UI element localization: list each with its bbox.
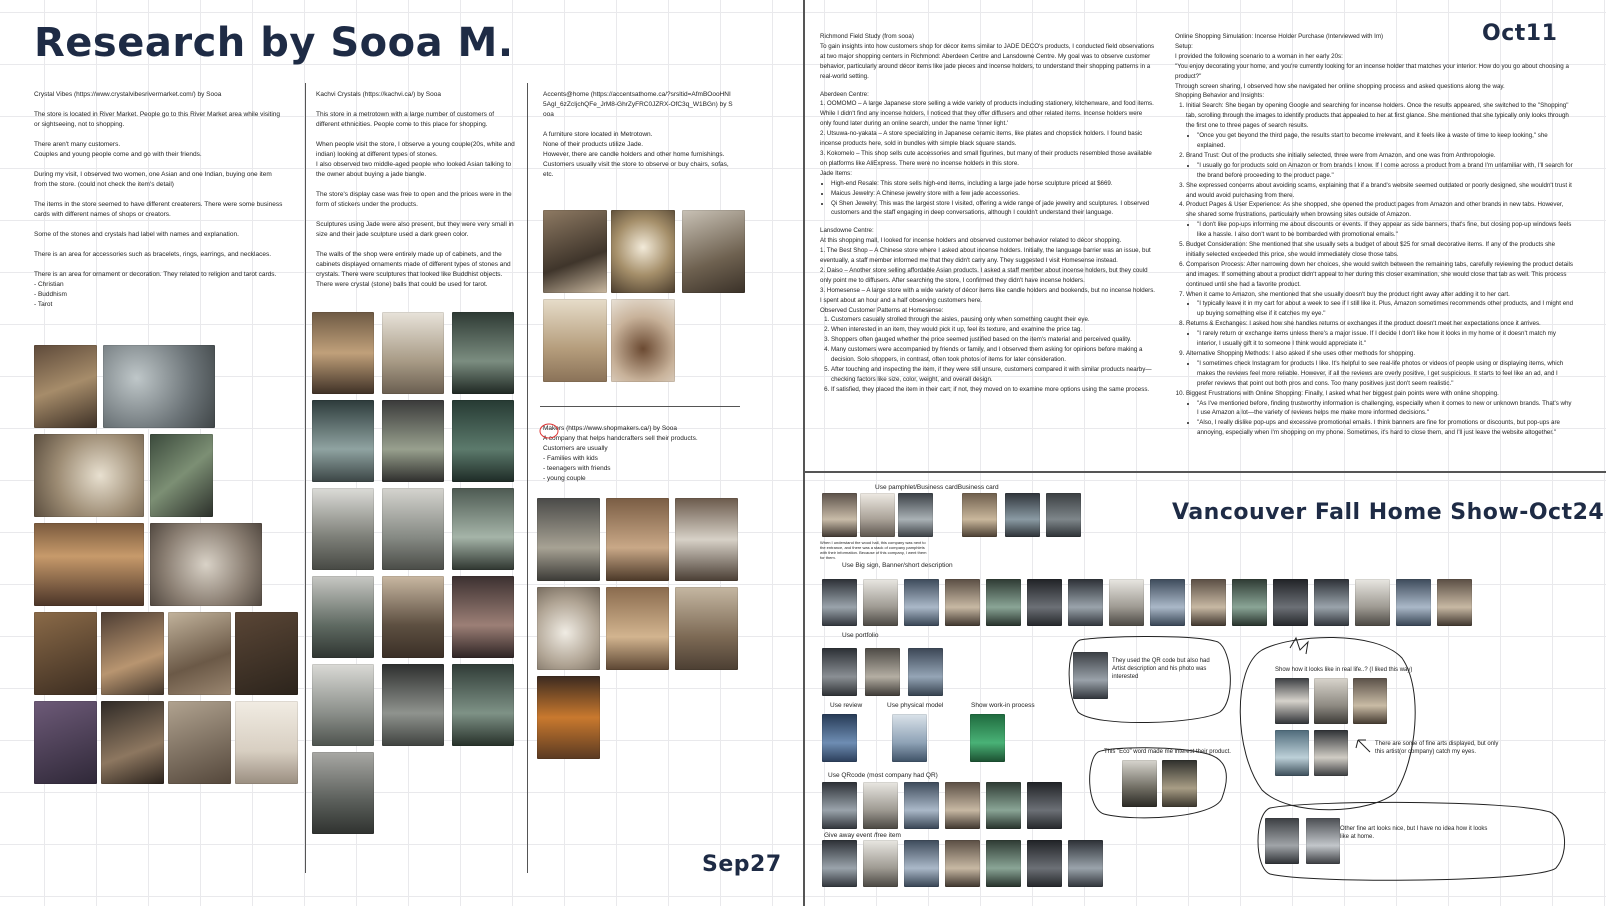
photo-give-away-1[interactable] bbox=[822, 840, 857, 887]
photo-other-art-1[interactable] bbox=[1265, 818, 1299, 864]
online-step-text: Budget Consideration: She mentioned that she usually sets a budget of about $25 for small decorative items. If any of the products she initially selected exceeded this price, she would immediately close those tabs. bbox=[1186, 241, 1556, 258]
photo-real-life-2[interactable] bbox=[1314, 678, 1348, 724]
online-step-text: Product Pages & User Experience: As she shopped, she opened the product pages from Amazon and other brands in new tabs. However, she shared some frustrations, particularly when browsing sites outside of Amazon. bbox=[1186, 201, 1564, 219]
photo-kachvi-11[interactable] bbox=[382, 576, 444, 658]
aberdeen-title: Aberdeen Centre: bbox=[820, 90, 869, 98]
label-qr-code: Use QRcode (most company had QR) bbox=[828, 772, 938, 779]
label-review: Use review bbox=[830, 702, 863, 709]
date-sep27: Sep27 bbox=[702, 852, 782, 877]
online-step-quote: • "Once you get beyond the third page, the results start to become irrelevant, and it feels like a waste of time to keep looking," she explained. bbox=[1197, 131, 1573, 151]
online-step bbox=[1186, 389, 1573, 439]
note-line: - Families with kids bbox=[543, 455, 598, 462]
photo-kachvi-13[interactable] bbox=[312, 664, 374, 746]
note-line: At this shopping mall, I looked for incense holders and observed customer behavior related to décor shopping. bbox=[820, 237, 1122, 245]
photo-tarot-3[interactable] bbox=[168, 701, 231, 784]
richmond-field-study bbox=[820, 32, 1155, 395]
note-line: 1. OOMOMO – A large Japanese store selling a wide variety of products including stationery, kitchenware, and food items. While I didn't find any incense holders, I noticed that they offer diffusers and other related items. Incense holders were only found later during an online search, under the name 'Inner light.' bbox=[820, 100, 1154, 128]
accents-header: Accents@home (https://accentsathome.ca/?srsltid=AfmBOooHNI5AgI_6zZcIjchQFe_JrM8-GhrZyFRC0JZRX-OfC3q_W1BGn) by Sooa bbox=[543, 91, 733, 118]
note-line: However, there are candle holders and other home furnishings. bbox=[543, 151, 725, 158]
photo-qr-code-1[interactable] bbox=[822, 782, 857, 829]
online-step-text: Biggest Frustrations with Online Shopping: Finally, I asked what her biggest pain points were with online shopping. bbox=[1186, 389, 1499, 397]
label-pamphlet: Use pamphlet/Business cardBusiness card bbox=[875, 484, 999, 491]
photo-kachvi-2[interactable] bbox=[382, 312, 444, 394]
photo-big-sign-2[interactable] bbox=[863, 579, 898, 626]
note-line: 3. Kokomelo – This shop sells cute accessories and small figurines, but many of their products resembled those available on platforms like AliExpress. There were no incense holders in this store. bbox=[820, 149, 1152, 167]
photo-accents-3[interactable] bbox=[682, 210, 745, 293]
photo-qr-artist[interactable] bbox=[1073, 652, 1108, 699]
online-step-text: She expressed concerns about avoiding scams, explaining that if a brand's website seemed outdated or poorly designed, she wouldn't trust it and would avoid purchasing from there. bbox=[1186, 181, 1572, 199]
crystal-vibes-header: Crystal Vibes (https://www.crystalvibesrivermarket.com/) by Sooa bbox=[34, 91, 222, 98]
photo-qr-code-5[interactable] bbox=[986, 782, 1021, 829]
makers-notes bbox=[543, 424, 733, 484]
photo-qr-code-4[interactable] bbox=[945, 782, 980, 829]
online-step bbox=[1186, 349, 1573, 389]
note-line: 1. The Best Shop – A Chinese store where I asked about incense holders. Initially, the language barrier was an issue, but eventually, a staff member informed me that they didn't carry any. They suggested I visit Homesense instead. bbox=[820, 247, 1151, 265]
note-line: I provided the following scenario to a woman in her early 20s: bbox=[1175, 52, 1343, 60]
photo-big-sign-15[interactable] bbox=[1396, 579, 1431, 626]
vancouver-title: Vancouver Fall Home Show-Oct24 bbox=[1172, 500, 1605, 525]
photo-kachvi-15[interactable] bbox=[452, 664, 514, 746]
photo-kachvi-1[interactable] bbox=[312, 312, 374, 394]
photo-physical-model[interactable] bbox=[892, 714, 927, 762]
note-line: None of their products utilize Jade. bbox=[543, 141, 644, 148]
photo-ornaments-4[interactable] bbox=[235, 612, 298, 695]
online-step bbox=[1186, 290, 1573, 320]
photo-makers-3[interactable] bbox=[675, 498, 738, 581]
pamphlet-note: When I understand the wood hall, this company was next to the entrance, and there was a stack of company pamphlets with their information. Because of this company, I went them for them. bbox=[820, 540, 927, 560]
photo-kachvi-12[interactable] bbox=[452, 576, 514, 658]
photo-real-life-5[interactable] bbox=[1314, 730, 1348, 776]
photo-real-life-4[interactable] bbox=[1275, 730, 1309, 776]
photo-accents-holder[interactable] bbox=[611, 299, 675, 382]
photo-big-sign-3[interactable] bbox=[904, 579, 939, 626]
accents-notes bbox=[543, 90, 733, 180]
note-line: Couples and young people come and go with their friends. bbox=[34, 151, 202, 158]
photo-portfolio-1[interactable] bbox=[822, 648, 857, 696]
online-step bbox=[1186, 319, 1573, 349]
photo-give-away-4[interactable] bbox=[945, 840, 980, 887]
photo-kachvi-7[interactable] bbox=[312, 488, 374, 570]
photo-qr-code-6[interactable] bbox=[1027, 782, 1062, 829]
note-line: - Buddhism bbox=[34, 291, 67, 298]
photo-makers-1[interactable] bbox=[537, 498, 600, 581]
note-line: Sculptures using Jade were also present, but they were very small in size and their jade sculpture used a dark green color. bbox=[316, 221, 514, 238]
photo-makers-2[interactable] bbox=[606, 498, 669, 581]
richmond-title: Richmond Field Study (from sooa) bbox=[820, 33, 914, 40]
kachvi-notes bbox=[316, 90, 516, 290]
note-line: 6. If satisfied, they placed the item in their cart; if not, they moved on to examine more options using the same process. bbox=[831, 385, 1155, 395]
photo-accents-arch[interactable] bbox=[543, 299, 607, 382]
online-step-quote: • "Also, I really dislike pop-ups and excessive promotional emails. I think banners are fine for promotions or discounts, but pop-ups are annoying, especially when I'm shopping on my phone. Sometimes, it's hard to close them, and I'll just leave the website altogether." bbox=[1197, 418, 1573, 438]
photo-qr-code-3[interactable] bbox=[904, 782, 939, 829]
note-line: - Christian bbox=[34, 281, 64, 288]
photo-crystal-vibes-sign[interactable] bbox=[235, 701, 298, 784]
online-step-text: Comparison Process: After narrowing down her choices, she would switch between the remaining tabs, carefully reviewing the product details and images. If something about a product didn't appeal to her during this closer examination, she would close that tab as well. This process continued until she had a favorite product. bbox=[1186, 260, 1573, 288]
online-step-text: Brand Trust: Out of the products she initially selected, three were from Amazon, and one was from Anthropologie. bbox=[1186, 151, 1496, 159]
richmond-intro: To gain insights into how customers shop for décor items similar to JADE DECO's products, I conducted field observations at two major shopping centers in Richmond: Aberdeen Centre and Lansdowne Centre. My goal was to observe customer behavior, particularly around décor items like jade pieces and incense holders, to understand their shopping patterns in a real-world setting. bbox=[820, 42, 1155, 80]
photo-give-away-7[interactable] bbox=[1068, 840, 1103, 887]
column-divider-2 bbox=[527, 83, 528, 873]
photo-big-sign-8[interactable] bbox=[1109, 579, 1144, 626]
date-oct11: Oct11 bbox=[1482, 21, 1558, 46]
note-line: A furniture store located in Metrotown. bbox=[543, 131, 653, 138]
photo-stone-bowls[interactable] bbox=[34, 434, 144, 517]
photo-kachvi-6[interactable] bbox=[452, 400, 514, 482]
column-divider-1 bbox=[305, 83, 306, 873]
note-real-life: Show how it looks like in real life..? (I liked this way) bbox=[1275, 667, 1413, 673]
photo-makers-5[interactable] bbox=[606, 587, 669, 670]
note-fine-art: There are some of fine arts displayed, but only this artist(or company) catch my eyes. bbox=[1375, 741, 1499, 755]
note-line: Customers are usually bbox=[543, 445, 608, 452]
note-qr-artist: They used the QR code but also had Artist description and his photo was interested bbox=[1112, 658, 1210, 680]
photo-portfolio-3[interactable] bbox=[908, 648, 943, 696]
photo-makers-7[interactable] bbox=[537, 676, 600, 759]
photo-give-away-2[interactable] bbox=[863, 840, 898, 887]
online-step-quote: • "I don't like pop-ups informing me about discounts or events. If they appear as side banners, that's fine, but closing pop-up windows feels like a hassle. I also don't want to be bombarded with promotional emails." bbox=[1197, 220, 1573, 240]
note-line: • Maicus Jewelry: A Chinese jewelry store with a few jade accessories. bbox=[831, 189, 1155, 199]
photo-makers-6[interactable] bbox=[675, 587, 738, 670]
note-line: 4. Many customers were accompanied by friends or family, and I observed them asking for opinions before making a decision. Solo shoppers, in contrast, often took photos of items for later consideration. bbox=[831, 345, 1155, 365]
photo-review[interactable] bbox=[822, 714, 857, 762]
photo-eco-2[interactable] bbox=[1162, 760, 1197, 807]
photo-big-sign-6[interactable] bbox=[1027, 579, 1062, 626]
online-shopping-simulation bbox=[1175, 32, 1573, 438]
online-step-quote: • "I usually go for products sold on Amazon or from brands I know. If I come across a product from a brand I'm unfamiliar with, I'll search for the brand before proceeding to the product page." bbox=[1197, 161, 1573, 181]
photo-big-sign-5[interactable] bbox=[986, 579, 1021, 626]
label-give-away: Give away event /free item bbox=[824, 832, 901, 839]
label-big-sign: Use Big sign, Banner/short description bbox=[842, 562, 953, 569]
photo-kachvi-8[interactable] bbox=[382, 488, 444, 570]
photo-big-sign-12[interactable] bbox=[1273, 579, 1308, 626]
label-portfolio: Use portfolio bbox=[842, 632, 879, 639]
note-line: - young couple bbox=[543, 475, 586, 482]
note-line: The store's display case was free to open and the prices were in the form of stickers under the products. bbox=[316, 191, 512, 208]
note-line: A company that helps handcrafters sell their products. bbox=[543, 435, 698, 442]
kachvi-header: Kachvi Crystals (https://kachvi.ca/) by Sooa bbox=[316, 91, 441, 98]
note-line: When people visit the store, I observe a young couple(20s, white and indian) looking at different types of stones. bbox=[316, 141, 515, 158]
photo-ornaments-1[interactable] bbox=[34, 612, 97, 695]
photo-eco-1[interactable] bbox=[1122, 760, 1157, 807]
photo-pamphlet-6[interactable] bbox=[1046, 493, 1081, 537]
photo-big-sign-14[interactable] bbox=[1355, 579, 1390, 626]
lansdowne-title: Lansdowne Centre: bbox=[820, 227, 874, 235]
note-line: During my visit, I observed two women, one Asian and one Indian, buying one item from the store. (could not check the item's detail) bbox=[34, 171, 272, 188]
jade-title: Jade Items: bbox=[820, 169, 852, 177]
photo-jewelry[interactable] bbox=[150, 523, 262, 606]
note-other-art: Other fine art looks nice, but I have no idea how it looks like at home. bbox=[1340, 826, 1488, 840]
photo-ornaments-3[interactable] bbox=[168, 612, 231, 695]
online-step bbox=[1186, 101, 1573, 151]
note-line: • High-end Resale: This store sells high-end items, including a large jade horse sculpture priced at $669. bbox=[831, 179, 1155, 189]
photo-kachvi-9[interactable] bbox=[452, 488, 514, 570]
note-line: "You enjoy decorating your home, and you're currently looking for an incense holder that matches your interior. How do you go about choosing a product?" bbox=[1175, 62, 1569, 80]
photo-makers-4[interactable] bbox=[537, 587, 600, 670]
photo-big-sign-16[interactable] bbox=[1437, 579, 1472, 626]
makers-header: Makers (https://www.shopmakers.ca/) by Sooa bbox=[543, 425, 678, 432]
note-line: There is an area for ornament or decoration. They related to religion and tarot cards. bbox=[34, 271, 277, 278]
photo-give-away-5[interactable] bbox=[986, 840, 1021, 887]
photo-big-sign-11[interactable] bbox=[1232, 579, 1267, 626]
photo-store-front[interactable] bbox=[34, 345, 97, 428]
photo-accents-candle[interactable] bbox=[611, 210, 675, 293]
online-step bbox=[1186, 200, 1573, 240]
photo-pamphlet-4[interactable] bbox=[962, 493, 997, 537]
photo-big-sign-4[interactable] bbox=[945, 579, 980, 626]
online-title: Online Shopping Simulation: Incense Holder Purchase (Interviewed with Im) bbox=[1175, 33, 1384, 40]
photo-pamphlet-1[interactable] bbox=[822, 493, 857, 537]
photo-other-art-2[interactable] bbox=[1306, 818, 1340, 864]
note-line: 2. When interested in an item, they would pick it up, feel its texture, and examine the price tag. bbox=[831, 325, 1155, 335]
setup-title: Setup: bbox=[1175, 42, 1193, 50]
photo-pamphlet-2[interactable] bbox=[860, 493, 895, 537]
online-step bbox=[1186, 151, 1573, 181]
label-work-in-process: Show work-in process bbox=[971, 702, 1035, 709]
photo-real-life-1[interactable] bbox=[1275, 678, 1309, 724]
photo-pamphlet-5[interactable] bbox=[1005, 493, 1040, 537]
photo-kachvi-14[interactable] bbox=[382, 664, 444, 746]
photo-tarot-2[interactable] bbox=[101, 701, 164, 784]
online-step-quote: • "I rarely return or exchange items unless there's a major issue. If I decide I don't like how it looks in my home or it doesn't match my interior, I usually gift it to someone I think would appreciate it." bbox=[1197, 329, 1573, 349]
online-step-quote: • "I typically leave it in my cart for about a week to see if I still like it. Plus, Amazon sometimes recommends other products, and I might end up buying something else if it catches my eye." bbox=[1197, 299, 1573, 319]
accents-makers-divider bbox=[540, 406, 740, 407]
online-step bbox=[1186, 240, 1573, 260]
note-line: The walls of the shop were entirely made up of cabinets, and the cabinets displayed ornaments made of different types of stones and crystals. There were sculptures that looked like Buddhist objects. There were crystal (stone) balls that could be used for tarot. bbox=[316, 251, 511, 288]
crystal-vibes-notes bbox=[34, 90, 284, 310]
photo-kachvi-4[interactable] bbox=[312, 400, 374, 482]
photo-crystal-table[interactable] bbox=[103, 345, 215, 428]
photo-big-sign-9[interactable] bbox=[1150, 579, 1185, 626]
online-steps-list bbox=[1175, 101, 1573, 438]
photo-stone-display[interactable] bbox=[150, 434, 213, 517]
patterns-title: Observed Customer Patterns at Homesense: bbox=[820, 306, 944, 314]
online-step-quote: • "As I've mentioned before, finding trustworthy information is challenging, especially when it comes to new or unknown brands. That's why I use Amazon a lot—the variety of reviews helps me make more informed decisions." bbox=[1197, 399, 1573, 419]
board-divider-horizontal bbox=[803, 471, 1606, 473]
photo-kachvi-5[interactable] bbox=[382, 400, 444, 482]
board-title: Research by Sooa M. bbox=[34, 20, 514, 66]
photo-shelves[interactable] bbox=[34, 523, 144, 606]
photo-real-life-3[interactable] bbox=[1353, 678, 1387, 724]
board-divider-vertical bbox=[803, 0, 805, 906]
note-line: - teenagers with friends bbox=[543, 465, 611, 472]
note-line: The store is located in River Market. People go to this River Market area while visiting or sightseeing, not to shopping. bbox=[34, 111, 281, 128]
photo-give-away-6[interactable] bbox=[1027, 840, 1062, 887]
photo-give-away-3[interactable] bbox=[904, 840, 939, 887]
note-line: Through screen sharing, I observed how she navigated her online shopping process and asked questions along the way. bbox=[1175, 82, 1505, 90]
note-line: 5. After touching and inspecting the item, if they were still unsure, customers compared it with similar products nearby—checking factors like size, color, weight, and overall design. bbox=[831, 365, 1155, 385]
behavior-title: Shopping Behavior and Insights: bbox=[1175, 92, 1265, 100]
online-step-text: Initial Search: She began by opening Google and searching for incense holders. Once the results appeared, she switched to the "Shopping" tab, scrolling through the images to identify products that appealed to her at first glance. She mentioned that she typically only looks through the first one to three pages of search results. bbox=[1186, 102, 1569, 130]
photo-big-sign-1[interactable] bbox=[822, 579, 857, 626]
note-line: There is an area for accessories such as bracelets, rings, earrings, and necklaces. bbox=[34, 251, 272, 258]
note-line: This store in a metrotown with a large number of customers of different ethnicities. People come to this place for shopping. bbox=[316, 111, 495, 128]
note-line: 3. Homesense – A large store with a wide variety of décor items like candle holders and bookends, but no incense holders. I spent about an hour and a half observing customers here. bbox=[820, 286, 1156, 304]
online-step bbox=[1186, 181, 1573, 201]
label-physical-model: Use physical model bbox=[887, 702, 944, 709]
photo-ornaments-2[interactable] bbox=[101, 612, 164, 695]
note-line: Some of the stones and crystals had label with names and explanation. bbox=[34, 231, 239, 238]
note-line: 2. Utsuwa-no-yakata – A store specializing in Japanese ceramic items, like plates and chopstick holders. I found basic incense products here, sold in bundles with simple black square stands. bbox=[820, 130, 1143, 148]
photo-big-sign-10[interactable] bbox=[1191, 579, 1226, 626]
online-step-text: Alternative Shopping Methods: I also asked if she uses other methods for shopping. bbox=[1186, 350, 1416, 357]
online-step bbox=[1186, 260, 1573, 290]
photo-kachvi-3[interactable] bbox=[452, 312, 514, 394]
photo-kachvi-10[interactable] bbox=[312, 576, 374, 658]
note-line: The items in the store seemed to have different createrers. There were some business cards with different names of shops or creators. bbox=[34, 201, 283, 218]
photo-accents-1[interactable] bbox=[543, 210, 607, 293]
note-line: 2. Daiso – Another store selling affordable Asian products. I asked a staff member about incense holders, but they could only point me to diffusers. After searching the store, I confirmed they didn't have incense holders. bbox=[820, 266, 1148, 284]
note-line: • Qi Shen Jewelry: This was the largest store I visited, offering a wide range of jade jewelry and sculptures. I observed customers and the staff engaging in deep conversations, although I couldn't understand their language. bbox=[831, 199, 1155, 219]
note-line: 3. Shoppers often gauged whether the price seemed justified based on the item's material and perceived quality. bbox=[831, 335, 1155, 345]
photo-big-sign-7[interactable] bbox=[1068, 579, 1103, 626]
note-line: There aren't many customers. bbox=[34, 141, 121, 148]
online-step-quote: • "I sometimes check Instagram for products I like. It's helpful to see real-life photos or videos of people using or displaying items, which makes the reviews feel more reliable. However, if all the reviews are overly positive, I get suspicious. It starts to feel like an ad, and I prefer reviews that point out both pros and cons. Too many positives just don't seem realistic." bbox=[1197, 359, 1573, 389]
photo-portfolio-2[interactable] bbox=[865, 648, 900, 696]
note-line: I also observed two middle-aged people who looked Asian talking to the owner about buying a jade bangle. bbox=[316, 161, 512, 178]
note-line: - Tarot bbox=[34, 301, 53, 308]
online-step-text: Returns & Exchanges: I asked how she handles returns or exchanges if the product doesn't meet her expectations once it arrives. bbox=[1186, 320, 1541, 328]
photo-tarot-1[interactable] bbox=[34, 701, 97, 784]
photo-pamphlet-3[interactable] bbox=[898, 493, 933, 537]
photo-work-in-process[interactable] bbox=[970, 714, 1005, 762]
note-line: Customers usually visit the store to observe or buy chairs, sofas, etc. bbox=[543, 161, 729, 178]
photo-big-sign-13[interactable] bbox=[1314, 579, 1349, 626]
photo-qr-code-2[interactable] bbox=[863, 782, 898, 829]
photo-kachvi-16[interactable] bbox=[312, 752, 374, 834]
note-line: 1. Customers casually strolled through the aisles, pausing only when something caught their eye. bbox=[831, 315, 1155, 325]
note-eco: This "Eco" word made me interest their product. bbox=[1104, 749, 1231, 755]
online-step-text: When it came to Amazon, she mentioned that she usually doesn't buy the product right away after adding it to her cart. bbox=[1186, 290, 1510, 298]
